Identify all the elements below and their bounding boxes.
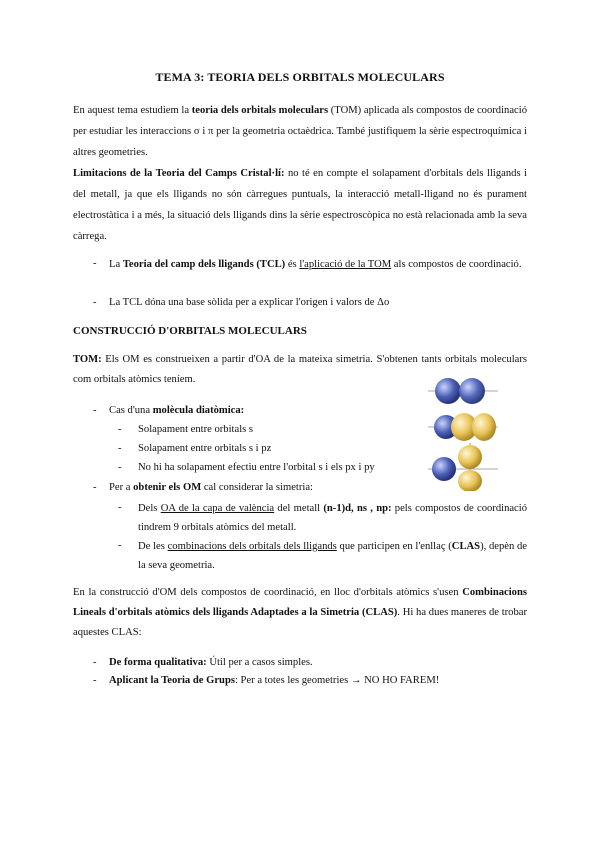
- s-px-no-overlap-diagram: [428, 443, 498, 491]
- tcl-item-2: La TCL dóna una base sòlida per a explicar l'origen i valors de Δo: [109, 297, 390, 308]
- intro-paragraph: En aquest tema estudiem la teoria dels orbitals moleculars (TOM) aplicada als compostos de coordinació per estudiar les interaccions σ i π per la geometria octaèdrica. També justifiquem la sèrie espectroquímica i altres geometries.: [73, 105, 527, 158]
- limitations-paragraph: Limitacions de la Teoria del Camps Cristal·lí: no té en compte el solapament d'orbitals dels lligands i del metall, ja que els lligands no són càrregues puntuals, la interacció metall-lligand no és purament electrostàtica i a més, la situació dels lligands dins la sèrie espectroscòpica no està relacionada amb la seva càrrega.: [73, 168, 527, 242]
- s-pz-overlap-diagram: [428, 413, 498, 441]
- diatomic-sub-1: Solapament entre orbitals s: [138, 424, 254, 435]
- diatomic-sub-3: No hi ha solapament efectiu entre l'orbital s i els px i py: [138, 462, 375, 473]
- bullet-dash: -: [118, 540, 122, 551]
- bullet-dash: -: [93, 258, 97, 269]
- orbital-overlap-figure: [428, 375, 498, 491]
- clas-paragraph: En la construcció d'OM dels compostos de coordinació, en lloc d'orbitals atòmics s'usen Combinacions Lineals d'orbitals atòmics dels lligands Adaptades a la Simetria (CLAS). Hi ha dues maneres de trobar aquestes CLAS:: [73, 587, 528, 638]
- bullet-dash: -: [93, 405, 97, 416]
- bullet-dash: -: [93, 297, 97, 308]
- page-title: TEMA 3: TEORIA DELS ORBITALS MOLECULARS: [155, 70, 445, 84]
- bullet-dash: -: [118, 502, 122, 513]
- bullet-dash: -: [118, 424, 122, 435]
- s-s-overlap-diagram: [428, 378, 498, 404]
- diatomic-sub-2: Solapament entre orbitals s i pz: [138, 443, 272, 454]
- bullet-dash: -: [93, 482, 97, 493]
- bullet-dash: -: [93, 657, 97, 668]
- diatomic-item: Cas d'una molècula diatòmica:: [109, 405, 245, 416]
- obtain-item: Per a obtenir els OM cal considerar la simetria:: [109, 482, 313, 493]
- obtain-sub-1: Dels OA de la capa de valència del metall (n-1)d, ns , np: pels compostos de coordinació tindrem 9 orbitals atòmics del metall.: [138, 503, 528, 533]
- tcl-item-1: La Teoria del camp dels lligands (TCL) és l'aplicació de la TOM als compostos de coordinació.: [109, 259, 522, 270]
- bullet-dash: -: [118, 443, 122, 454]
- method-group-theory: Aplicant la Teoria de Grups: Per a totes les geometries → NO HO FAREM!: [109, 675, 440, 686]
- section-heading: CONSTRUCCIÓ D'ORBITALS MOLECULARS: [73, 325, 307, 337]
- tom-paragraph: TOM: Els OM es construeixen a partir d'OA de la mateixa simetria. S'obtenen tants orbitals moleculars com orbitals atòmics teníem.: [73, 354, 527, 385]
- method-qualitative: De forma qualitativa: Útil per a casos simples.: [109, 657, 313, 668]
- bullet-dash: -: [93, 675, 97, 686]
- obtain-sub-2: De les combinacions dels orbitals dels lligands que participen en l'enllaç (CLAS), depèn de la seva geometria.: [138, 541, 527, 571]
- bullet-dash: -: [118, 462, 122, 473]
